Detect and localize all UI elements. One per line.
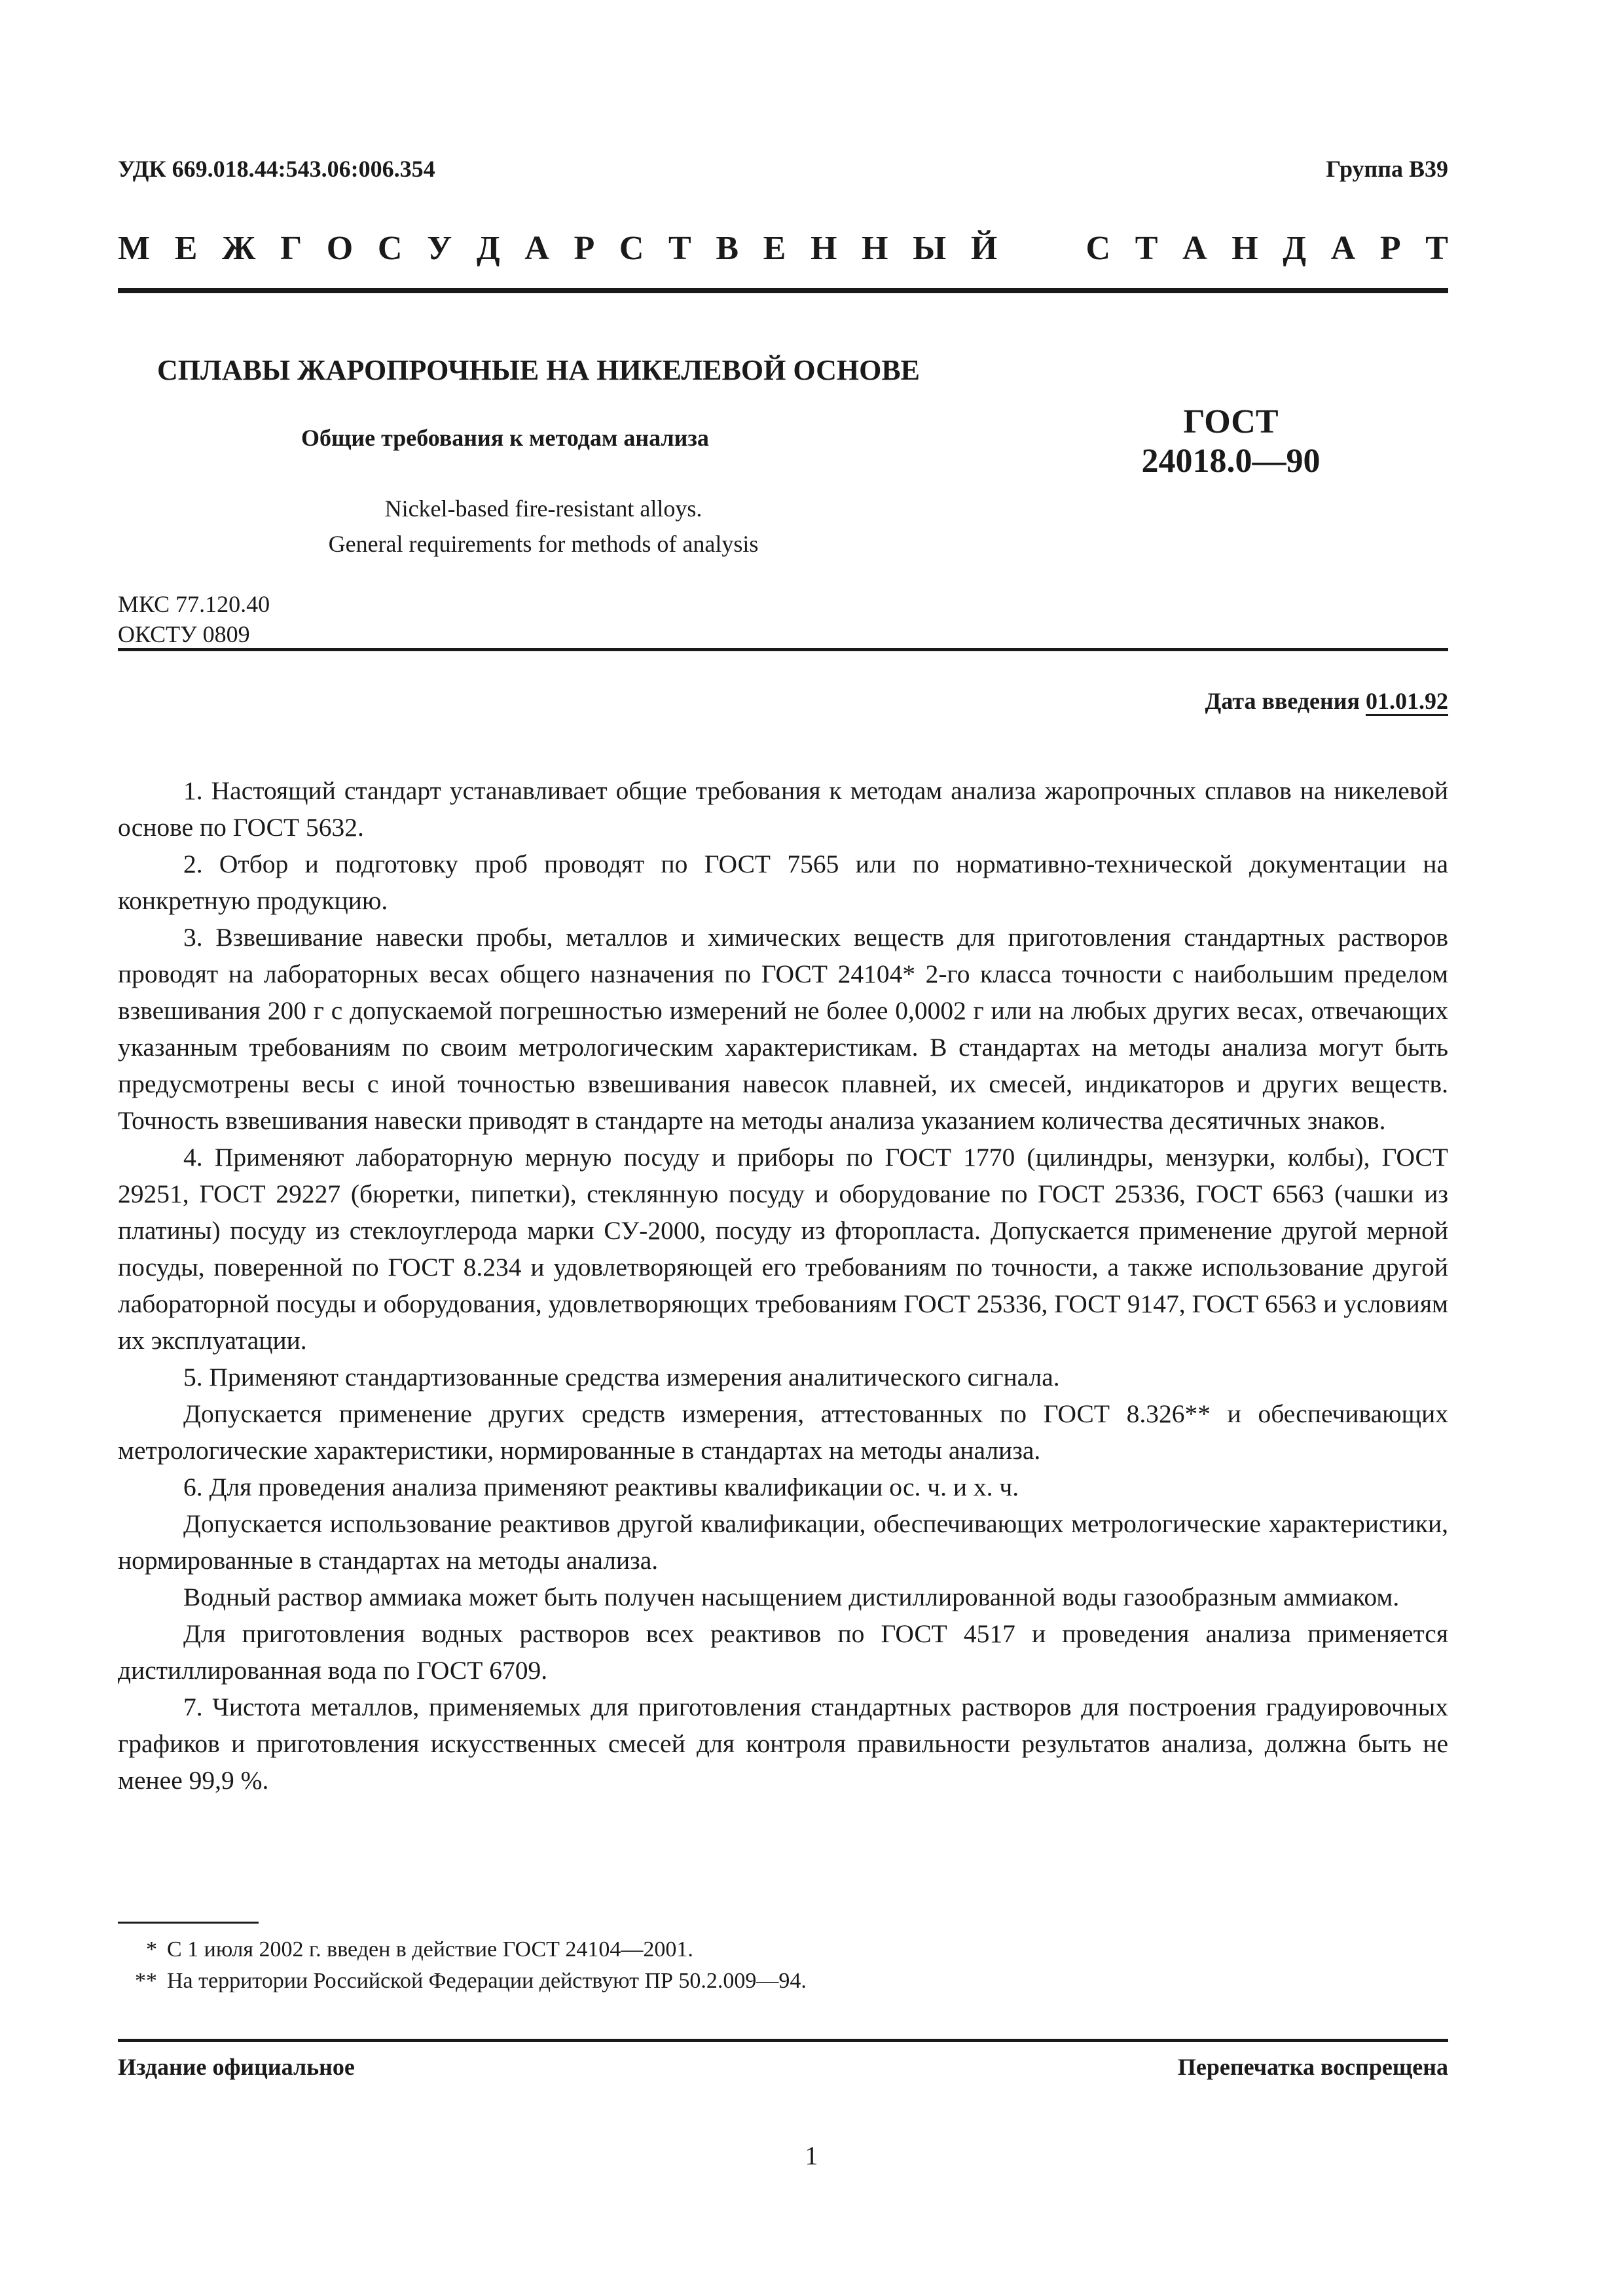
heading-letter: Д	[1283, 230, 1307, 267]
paragraph: Водный раствор аммиака может быть получен насыщением дистиллированной воды газообразным аммиаком.	[183, 1583, 1400, 1611]
footnote-mark: **	[135, 1969, 157, 1993]
reprint-note: Перепечатка воспрещена	[1177, 2054, 1448, 2080]
paragraph: Допускается применение других средств измерения, аттестованных по ГОСТ 8.326** и обеспечивающих метрологические характеристики, нормированные в стандартах на методы анализа.	[118, 1399, 1448, 1465]
document-subtitle: Общие требования к методам анализа	[301, 425, 709, 451]
heading-letter: Т	[1135, 230, 1158, 267]
gost-label: ГОСТ	[1183, 403, 1279, 440]
heading-letter: Д	[476, 230, 500, 267]
heading-letter: Н	[1231, 230, 1258, 267]
heading-letter: Т	[1425, 230, 1448, 267]
okstu-code: ОКСТУ 0809	[118, 621, 250, 647]
heading-letter: С	[1085, 230, 1111, 267]
paragraph: Допускается использование реактивов другой квалификации, обеспечивающих метрологические характеристики, нормированные в стандартах на методы анализа.	[118, 1509, 1448, 1575]
heading-letter: Г	[280, 230, 302, 267]
english-title-line2: General requirements for methods of analysis	[328, 531, 759, 557]
footnote	[118, 1934, 1448, 1965]
heading-letter: У	[427, 230, 452, 267]
footnote-mark: *	[146, 1937, 157, 1962]
heading-letter: О	[326, 230, 354, 267]
heading-letter: Ж	[222, 230, 256, 267]
group-code: Группа В39	[1326, 156, 1448, 182]
paragraph: 6. Для проведения анализа применяют реактивы квалификации ос. ч. и х. ч.	[183, 1473, 1019, 1501]
paragraph: Для приготовления водных растворов всех реактивов по ГОСТ 4517 и проведения анализа применяется дистиллированная вода по ГОСТ 6709.	[118, 1619, 1448, 1685]
heading-letter: Е	[174, 230, 198, 267]
udk-code: УДК 669.018.44:543.06:006.354	[118, 156, 435, 182]
effective-date-label: Дата введения	[1205, 688, 1360, 714]
paragraph: 3. Взвешивание навески пробы, металлов и химических веществ для приготовления стандартных растворов проводят на лабораторных весах общего назначения по ГОСТ 24104* 2-го класса точности с наибольшим пределом взвешивания 200 г с допускаемой погрешностью измерений не более 0,0002 г или на любых других весах, отвечающих указанным требованиям по своим метрологическим характеристикам. В стандартах на методы анализа могут быть предусмотрены весы с иной точностью взвешивания навесок плавней, их смесей, индикаторов и других веществ. Точность взвешивания навески приводят в стандарте на методы анализа указанием количества десятичных знаков.	[118, 923, 1448, 1135]
classification-rule	[118, 648, 1448, 651]
heading-letter: Т	[668, 230, 691, 267]
english-title-line1: Nickel-based fire-resistant alloys.	[384, 495, 702, 522]
heading-letter: Й	[970, 230, 998, 267]
heading-letter: Н	[862, 230, 888, 267]
heading-letter: Ы	[913, 230, 947, 267]
effective-date	[1205, 687, 1449, 715]
gost-number: 24018.0—90	[1141, 442, 1321, 480]
document-title: СПЛАВЫ ЖАРОПРОЧНЫЕ НА НИКЕЛЕВОЙ ОСНОВЕ	[157, 354, 921, 386]
edition-note: Издание официальное	[118, 2054, 355, 2080]
standard-type-heading	[118, 229, 1448, 268]
footer-rule	[118, 2039, 1448, 2042]
gost-designation	[1133, 403, 1329, 481]
heading-letter: Р	[574, 230, 595, 267]
top-rule	[118, 288, 1448, 293]
heading-letter: Е	[763, 230, 786, 267]
heading-letter: А	[524, 230, 549, 267]
paragraph: 7. Чистота металлов, применяемых для приготовления стандартных растворов для построения градуировочных графиков и приготовления искусственных смесей для контроля правильности результатов анализа, должна быть не менее 99,9 %.	[118, 1693, 1448, 1795]
mks-code: МКС 77.120.40	[118, 591, 270, 617]
effective-date-value: 01.01.92	[1366, 688, 1448, 716]
heading-letter: А	[1330, 230, 1356, 267]
heading-word-gap	[1022, 229, 1061, 268]
heading-letter: С	[377, 230, 403, 267]
heading-letter: Р	[1379, 230, 1401, 267]
heading-letter: А	[1182, 230, 1207, 267]
footnote	[118, 1965, 1448, 1997]
heading-letter: М	[118, 230, 151, 267]
paragraph: 5. Применяют стандартизованные средства измерения аналитического сигнала.	[183, 1363, 1060, 1391]
paragraph: 2. Отбор и подготовку проб проводят по ГОСТ 7565 или по нормативно-технической документации на конкретную продукцию.	[118, 850, 1448, 915]
classification-codes	[118, 589, 270, 649]
footnote-text: С 1 июля 2002 г. введен в действие ГОСТ 24104—2001.	[167, 1937, 693, 1962]
footnote-text: На территории Российской Федерации действуют ПР 50.2.009—94.	[167, 1969, 807, 1993]
footnotes	[118, 1934, 1448, 1997]
paragraph: 1. Настоящий стандарт устанавливает общие требования к методам анализа жаропрочных сплавов на никелевой основе по ГОСТ 5632.	[118, 776, 1448, 842]
heading-letter: Н	[810, 230, 837, 267]
paragraph: 4. Применяют лабораторную мерную посуду и приборы по ГОСТ 1770 (цилиндры, мензурки, колбы), ГОСТ 29251, ГОСТ 29227 (бюретки, пипетки), стеклянную посуду и оборудование по ГОСТ 25336, ГОСТ 6563 (чашки из платины) посуду из стеклоуглерода марки СУ-2000, посуду из фторопласта. Допускается применение другой мерной посуды, поверенной по ГОСТ 8.234 и удовлетворяющей его требованиям по точности, а также использование другой лабораторной посуды и оборудования, удовлетворяющих требованиям ГОСТ 25336, ГОСТ 9147, ГОСТ 6563 и условиям их эксплуатации.	[118, 1143, 1448, 1355]
heading-letter: В	[716, 230, 739, 267]
english-title	[288, 491, 799, 562]
heading-letter: С	[619, 230, 644, 267]
footnote-separator	[118, 1922, 259, 1924]
document-body	[118, 772, 1448, 1799]
page-number: 1	[805, 2141, 818, 2170]
